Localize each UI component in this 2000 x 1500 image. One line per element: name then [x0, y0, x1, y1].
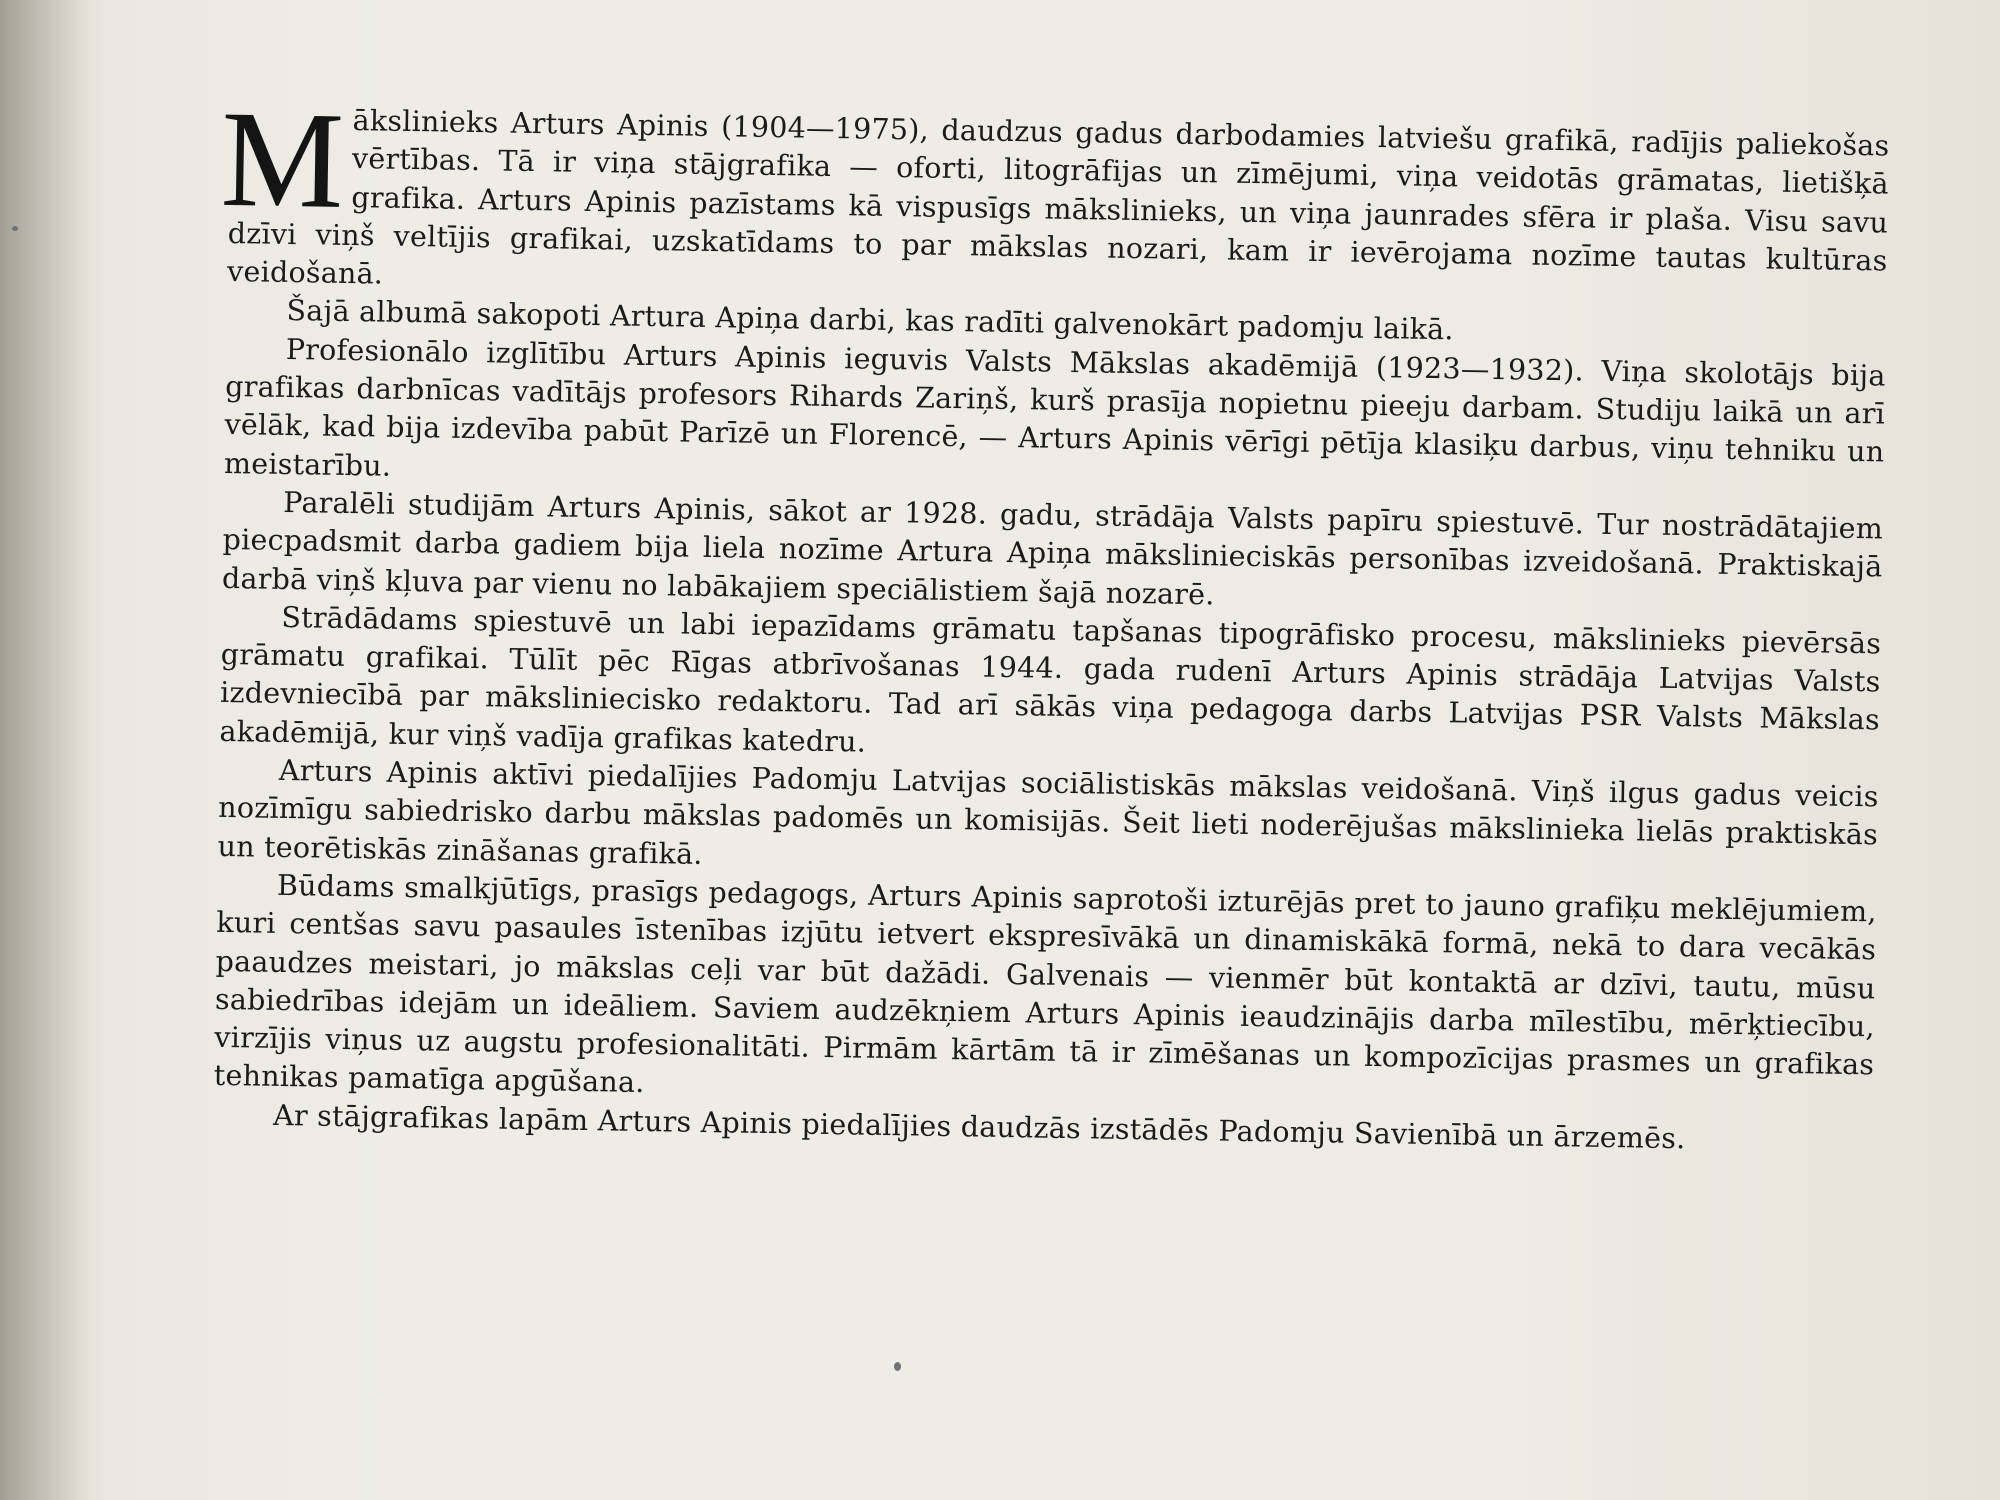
paragraph: Šajā albumā sakopoti Artura Apiņa darbi, kas radīti galvenokārt padomju laikā.: [286, 294, 1454, 347]
paper-speck: [12, 226, 18, 231]
paragraph: Arturs Apinis aktīvi piedalījies Padomju Latvijas sociālistiskās mākslas veidošanā. Viņš ilgus gadus veicis nozīmīgu sabiedrisko darbu mākslas padomēs un komisijās. Šeit lieti noderējušas mākslinieka lielās praktiskās un teorētiskās zināšanas grafikā.: [217, 753, 1879, 871]
paragraph: [219, 81, 1890, 319]
paragraph: Būdams smalkjūtīgs, prasīgs pedagogs, Arturs Apinis saprotoši izturējās pret to jauno grafiķu meklējumiem, kuri centšas savu pasaules īstenības izjūtu ietvert ekspresīvākā un dinamiskākā formā, nekā to dara vecākās paaudzes meistari, jo mākslas ceļi var būt dažādi. Galvenais — vienmēr būt kontaktā ar dzīvi, tautu, mūsu sabiedrības idejām un ideāliem. Saviem audzēkņiem Arturs Apinis ieaudzinājis darba mīlestību, mērķtiecību, virzījis viņus uz augstu profesionalitāti. Pirmām kārtām tā ir zīmēšanas un kompozīcijas prasmes un grafikas tehnikas pamatīga apgūšana.: [213, 868, 1878, 1100]
paragraph: Ar stājgrafikas lapām Arturs Apinis piedalījies daudzās izstādēs Padomju Savienībā un ārzemēs.: [272, 1098, 1686, 1155]
paragraph: Profesionālo izglītību Arturs Apinis ieguvis Valsts Mākslas akadēmijā (1923—1932). Viņa skolotājs bija grafikas darbnīcas vadītājs profesors Rihards Zariņš, kurš prasīja nopietnu pieeju darbam. Studiju laikā un arī vēlāk, kad bija izdevība pabūt Parīzē un Florencē, — Arturs Apinis vērīgi pētīja klasiķu darbus, viņu tehniku un meistarību.: [223, 332, 1886, 483]
article-text: [213, 81, 1890, 1161]
paragraph: Paralēli studijām Arturs Apinis, sākot ar 1928. gadu, strādāja Valsts papīru spiestuvē. Tur nostrādātajiem piecpadsmit darba gadiem bija liela nozīme Artura Apiņa mākslinieciskās personības izveidošanā. Praktiskajā darbā viņš kļuva par vienu no labākajiem speciālistiem šajā nozarē.: [221, 485, 1884, 611]
paper-speck: [894, 1362, 901, 1371]
paragraph: Strādādams spiestuvē un labi iepazīdams grāmatu tapšanas tipogrāfisko procesu, mākslinieks pievērsās grāmatu grafikai. Tūlīt pēc Rīgas atbrīvošanas 1944. gada rudenī Arturs Apinis strādāja Latvijas Valsts izdevniecībā par mākslinieciskо redaktoru. Tad arī sākās viņa pedagoga darbs Latvijas PSR Valsts Mākslas akadēmijā, kur viņš vadīja grafikas katedru.: [219, 600, 1882, 759]
drop-cap: M: [219, 81, 346, 237]
paragraph-text: ākslinieks Arturs Apinis (1904—1975), daudzus gadus darbodamies latviešu grafikā, radījis paliekošas vērtības. Tā ir viņa stājgrafika — oforti, litogrāfijas un zīmējumi, viņa veidotās grāmatas, lietišķā grafika. Arturs Apinis pazīstams kā vispusīgs mākslinieks, un viņa jaunrades sfēra ir plaša. Visu savu dzīvi viņš veltījis grafikai, uzskatīdams to par mākslas nozari, kam ir ievērojama nozīme tautas kultūras veidošanā.: [226, 104, 1890, 291]
page-gutter-shadow: [0, 0, 90, 1500]
